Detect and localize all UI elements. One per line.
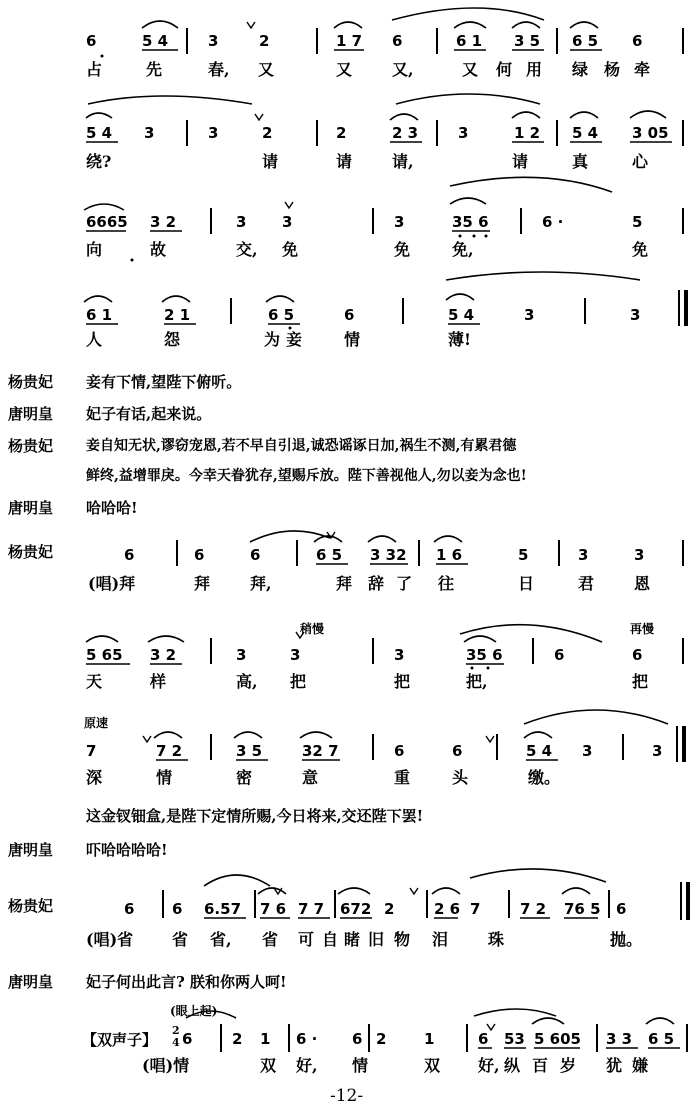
lyric: 又, xyxy=(392,60,414,79)
note: 3 05 xyxy=(632,124,669,142)
note: 3 xyxy=(634,546,645,564)
dialog-line: 哈哈哈! xyxy=(86,499,138,517)
slur-arc xyxy=(446,294,474,300)
octave-dot xyxy=(487,667,490,670)
note: 7 7 xyxy=(298,900,325,918)
lyric: 杨 xyxy=(604,60,621,79)
lyric: 百 xyxy=(532,1056,549,1075)
lyric: 又 xyxy=(462,60,479,79)
lyric: 把 xyxy=(632,672,649,691)
lyric: 密 xyxy=(236,768,253,787)
note: 6 xyxy=(86,32,97,50)
slur-arc xyxy=(562,888,590,894)
note: 2 1 xyxy=(164,306,191,324)
slur-arc xyxy=(396,94,540,104)
note: 3 xyxy=(282,213,293,231)
slur-arc xyxy=(234,732,262,738)
note: 35 6 xyxy=(466,646,503,664)
dialog-line: 妃子何出此言? 朕和你两人呵! xyxy=(86,973,287,991)
lyric: 春, xyxy=(208,60,230,79)
lyric: 君 xyxy=(578,574,595,593)
note: 3 xyxy=(208,124,219,142)
speaker-label: 唐明皇 xyxy=(8,973,54,991)
octave-dot xyxy=(471,667,474,670)
speaker-label: 唐明皇 xyxy=(8,405,54,423)
lyric: 好, xyxy=(478,1056,500,1075)
note: 6 5 xyxy=(268,306,295,324)
note: 6 · xyxy=(296,1030,318,1048)
lyric: 嫌 xyxy=(632,1056,649,1075)
note: 5 xyxy=(632,213,643,231)
lyric: 拜 xyxy=(336,574,353,593)
lyric: 情 xyxy=(344,330,361,349)
lyric: 省, xyxy=(210,930,232,949)
note: 5 65 xyxy=(86,646,123,664)
note: 7 xyxy=(470,900,481,918)
slur-arc xyxy=(88,96,252,104)
breath-mark xyxy=(247,22,255,28)
note: 6 5 xyxy=(316,546,343,564)
note: 3 2 xyxy=(150,646,177,664)
note: 53 xyxy=(504,1030,525,1048)
slur-arc xyxy=(464,636,496,642)
lyric: 天 xyxy=(86,672,103,691)
lyric: 把 xyxy=(290,672,307,691)
speaker-label: 杨贵妃 xyxy=(8,373,54,391)
note: 6 xyxy=(194,546,205,564)
lyric: 真 xyxy=(572,152,589,171)
lyric: 妾 xyxy=(286,330,303,349)
lyric: 泪 xyxy=(432,930,449,949)
note: 5 xyxy=(518,546,529,564)
dialog-line: 妾有下情,望陛下俯听。 xyxy=(86,373,242,391)
note: 3 xyxy=(524,306,535,324)
lyric: 岁 xyxy=(560,1056,577,1075)
slur-arc xyxy=(338,888,370,894)
lyric: 抛。 xyxy=(610,930,643,949)
slur-arc xyxy=(570,22,598,28)
lyric: 省 xyxy=(172,930,189,949)
slur-arc xyxy=(142,21,178,28)
slur-arc xyxy=(390,114,418,120)
note: 2 3 xyxy=(392,124,419,142)
lyric: 辞 xyxy=(368,574,385,593)
breath-mark xyxy=(143,736,151,742)
note: 1 xyxy=(260,1030,271,1048)
slur-arc xyxy=(186,1011,236,1018)
slur-arc xyxy=(84,296,112,302)
note: 2 xyxy=(336,124,347,142)
lyric: 请 xyxy=(262,152,279,171)
note: 5 605 xyxy=(534,1030,581,1048)
note: 32 7 xyxy=(302,742,339,760)
lyric: 免 xyxy=(282,240,299,259)
note: 6 1 xyxy=(456,32,483,50)
slur-arc xyxy=(250,531,330,542)
speaker-label: 杨贵妃 xyxy=(8,437,54,455)
note: 1 2 xyxy=(514,124,541,142)
breath-mark xyxy=(486,736,494,742)
octave-dot xyxy=(459,235,462,238)
slur-arc xyxy=(204,875,270,886)
lyric: 深 xyxy=(86,768,103,787)
note: 6 xyxy=(182,1030,193,1048)
note: 35 6 xyxy=(452,213,489,231)
octave-dot xyxy=(289,327,292,330)
note: 3 xyxy=(458,124,469,142)
speaker-label: 杨贵妃 xyxy=(8,897,54,915)
lyric: 纵 xyxy=(504,1056,521,1075)
slur-arc xyxy=(646,1018,674,1024)
lyric: 拜, xyxy=(250,574,272,593)
note: 1 xyxy=(424,1030,435,1048)
note: 3 xyxy=(394,646,405,664)
slur-arc xyxy=(450,177,612,192)
slur-arc xyxy=(470,869,606,882)
lyric: 重 xyxy=(394,768,411,787)
lyric: 了 xyxy=(396,574,413,593)
lyric: 绕? xyxy=(86,152,112,171)
slur-arc xyxy=(84,204,124,210)
note: 2 xyxy=(384,900,395,918)
slur-arc xyxy=(266,296,294,302)
note: 76 5 xyxy=(564,900,601,918)
lyric: 高, xyxy=(236,672,258,691)
note: 3 32 xyxy=(370,546,407,564)
note: 5 4 xyxy=(526,742,553,760)
note: 1 6 xyxy=(436,546,463,564)
lyric: 免 xyxy=(632,240,649,259)
lyric: 何 xyxy=(496,60,513,79)
note: 3 xyxy=(394,213,405,231)
dialog-line: 妾自知无状,谬窃宠恩,若不早自引退,诚恐谣诼日加,祸生不测,有累君德 xyxy=(86,438,517,454)
note: 7 xyxy=(86,742,97,760)
note: 7 2 xyxy=(156,742,183,760)
note: 6 xyxy=(394,742,405,760)
tempo-marking: 原速 xyxy=(84,716,109,730)
lyric: 情 xyxy=(352,1056,369,1075)
lyric: 免 xyxy=(394,240,411,259)
note: 2 6 xyxy=(434,900,461,918)
note: 7 2 xyxy=(520,900,547,918)
note: 6 5 xyxy=(572,32,599,50)
note: 6 xyxy=(344,306,355,324)
dialog-line: 鲜终,益增罪戾。今幸天眷犹存,望赐斥放。陛下善视他人,勿以妾为念也! xyxy=(86,468,527,484)
note: 3 5 xyxy=(236,742,263,760)
lyric: 自 xyxy=(322,930,339,949)
breath-mark xyxy=(410,888,418,894)
time-signature-bottom: 4 xyxy=(172,1036,180,1049)
lyric: 用 xyxy=(526,60,543,79)
speaker-label: 唐明皇 xyxy=(8,841,54,859)
note: 6 xyxy=(632,646,643,664)
note: 6 xyxy=(478,1030,489,1048)
slur-arc xyxy=(630,111,666,118)
slur-arc xyxy=(86,636,118,642)
lyric: 日 xyxy=(518,574,535,593)
lyric: 又 xyxy=(258,60,275,79)
lyric: 意 xyxy=(302,768,319,787)
lyric: 样 xyxy=(150,672,167,691)
lyric: 珠 xyxy=(488,930,505,949)
slur-arc xyxy=(570,112,598,118)
note: 3 2 xyxy=(150,213,177,231)
lyric: 可 xyxy=(298,930,315,949)
note: 1 7 xyxy=(336,32,363,50)
slur-arc xyxy=(450,198,486,204)
note: 6 xyxy=(172,900,183,918)
time-signature-top: 2 xyxy=(172,1024,180,1037)
note: 3 5 xyxy=(514,32,541,50)
page-number: -12- xyxy=(330,1086,364,1106)
slur-arc xyxy=(392,8,544,20)
spoken-line: 这金钗钿盒,是陛下定情所赐,今日将来,交还陛下罢! xyxy=(86,807,424,825)
note: 6 5 xyxy=(648,1030,675,1048)
tempo-marking: 稍慢 xyxy=(300,622,325,636)
slur-arc xyxy=(148,636,184,642)
note: 3 xyxy=(630,306,641,324)
note: 3 3 xyxy=(606,1030,633,1048)
breath-mark xyxy=(285,202,293,208)
note: 6 xyxy=(632,32,643,50)
breath-mark xyxy=(296,632,304,638)
lyric: (唱)拜 xyxy=(88,574,136,593)
note: 6.57 xyxy=(204,900,242,918)
note: 6 xyxy=(392,32,403,50)
slur-arc xyxy=(368,536,396,542)
note: 7 6 xyxy=(260,900,287,918)
dialog-line: 妃子有话,起来说。 xyxy=(86,405,212,423)
lyric: 双 xyxy=(260,1056,277,1075)
lyric: 往 xyxy=(438,574,455,593)
lyric: 请, xyxy=(392,152,414,171)
lyric: 把 xyxy=(394,672,411,691)
lyric: 薄! xyxy=(448,330,472,349)
lyric: 牵 xyxy=(634,60,651,79)
lyric: 旧 xyxy=(368,930,385,949)
note: 6 xyxy=(452,742,463,760)
note: 3 xyxy=(652,742,663,760)
lyric: 怨 xyxy=(164,330,181,349)
note: 6 xyxy=(616,900,627,918)
lyric: 情 xyxy=(156,768,173,787)
octave-dot xyxy=(473,235,476,238)
note: 6 1 xyxy=(86,306,113,324)
lyric: 交, xyxy=(236,240,258,259)
note: 3 xyxy=(578,546,589,564)
lyric: 心 xyxy=(632,152,649,171)
note: 6665 xyxy=(86,213,128,231)
slur-arc xyxy=(524,732,552,738)
note: 5 4 xyxy=(142,32,169,50)
note: 6 xyxy=(124,900,135,918)
lyric: 头 xyxy=(452,768,469,787)
note: 6 xyxy=(554,646,565,664)
note: 5 4 xyxy=(572,124,599,142)
breath-mark xyxy=(255,114,263,120)
breath-mark xyxy=(487,1024,495,1030)
note: 2 xyxy=(259,32,270,50)
lyric: 双 xyxy=(424,1056,441,1075)
note: 6 · xyxy=(542,213,564,231)
note: 5 4 xyxy=(448,306,475,324)
speaker-label: 唐明皇 xyxy=(8,499,54,517)
note: 6 xyxy=(250,546,261,564)
note: 3 xyxy=(208,32,219,50)
octave-dot xyxy=(131,259,134,262)
note: 6 xyxy=(352,1030,363,1048)
lyric: 为 xyxy=(264,330,281,349)
slur-arc xyxy=(512,112,540,118)
note: 2 xyxy=(262,124,273,142)
note: 3 xyxy=(290,646,301,664)
slur-arc xyxy=(460,625,602,642)
speaker-label: 杨贵妃 xyxy=(8,543,54,561)
slur-arc xyxy=(532,1018,564,1024)
note: 2 xyxy=(232,1030,243,1048)
lyric: 请 xyxy=(336,152,353,171)
note: 5 4 xyxy=(86,124,113,142)
lyric: 故 xyxy=(150,240,167,259)
lyric: 拜 xyxy=(194,574,211,593)
note: 3 xyxy=(582,742,593,760)
lyric: 免, xyxy=(452,240,474,259)
lyric: 人 xyxy=(86,330,103,349)
lyric: 占 xyxy=(86,60,103,79)
slur-arc xyxy=(154,732,182,738)
octave-dot xyxy=(101,55,104,58)
lyric: 省 xyxy=(262,930,279,949)
lyric: 把, xyxy=(466,672,488,691)
slur-arc xyxy=(334,22,362,28)
slur-arc xyxy=(446,272,640,280)
slur-arc xyxy=(434,536,462,542)
slur-arc xyxy=(454,22,486,28)
slur-arc xyxy=(432,888,460,894)
lyric: 犹 xyxy=(606,1056,623,1075)
lyric: 缴。 xyxy=(528,768,561,787)
slur-arc xyxy=(512,22,540,28)
slur-arc xyxy=(474,1009,556,1016)
note: 2 xyxy=(376,1030,387,1048)
lyric: 先 xyxy=(146,60,163,79)
lyric: (唱)情 xyxy=(142,1056,190,1075)
slur-arc xyxy=(524,710,668,724)
lyric: 向 xyxy=(86,240,103,259)
lyric: 又 xyxy=(336,60,353,79)
note: 3 xyxy=(144,124,155,142)
slur-arc xyxy=(162,296,190,302)
note: 6 xyxy=(124,546,135,564)
lyric: 恩 xyxy=(634,574,651,593)
note: 672 xyxy=(340,900,372,918)
lyric: (唱)省 xyxy=(86,930,134,949)
lyric: 绿 xyxy=(572,60,589,79)
octave-dot xyxy=(485,235,488,238)
tempo-marking: 再慢 xyxy=(630,622,655,636)
lyric: 物 xyxy=(394,930,411,949)
dialog-line: 吓哈哈哈哈! xyxy=(86,841,168,859)
slur-arc xyxy=(86,113,112,118)
note: 3 xyxy=(236,646,247,664)
lyric: 请 xyxy=(512,152,529,171)
lyric: 好, xyxy=(296,1056,318,1075)
qupai-label: 【双声子】 xyxy=(82,1031,158,1049)
slur-arc xyxy=(300,732,332,738)
note: 3 xyxy=(236,213,247,231)
tempo-marking: (眼上起) xyxy=(170,1004,218,1018)
lyric: 睹 xyxy=(344,930,361,949)
